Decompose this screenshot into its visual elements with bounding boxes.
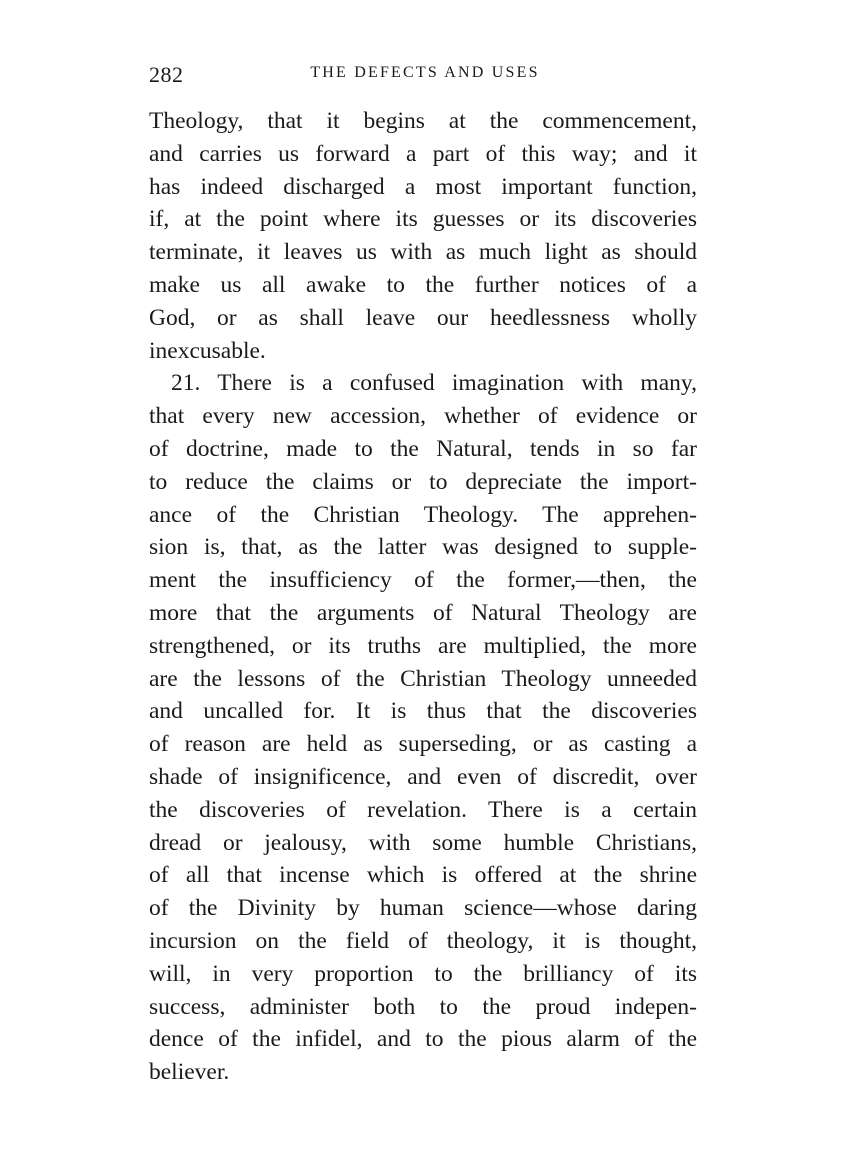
text-line: dence of the infidel, and to the pious alarm of the [149,1026,697,1053]
text-line: and uncalled for. It is thus that the discoveries [149,698,697,725]
text-line: that every new accession, whether of evidence or [149,403,697,430]
text-line: of the Divinity by human science—whose daring [149,895,697,922]
text-line: ance of the Christian Theology. The apprehen- [149,501,697,528]
text-line: ment the insufficiency of the former,—then, the [149,567,697,594]
text-line: and carries us forward a part of this way; and it [149,140,697,167]
text-line: of reason are held as superseding, or as casting a [149,731,697,758]
text-line: shade of insignificence, and even of discredit, over [149,763,697,790]
text-line: will, in very proportion to the brilliancy of its [149,960,697,987]
text-line: terminate, it leaves us with as much light as should [149,239,697,266]
running-head-title: THE DEFECTS AND USES [310,64,540,81]
body-text [149,105,697,1089]
text-line: incursion on the field of theology, it is thought, [149,927,697,954]
text-line: if, at the point where its guesses or its discoveries [149,206,697,233]
text-line: more that the arguments of Natural Theology are [149,599,697,626]
text-line: sion is, that, as the latter was designed to supple- [149,534,697,561]
text-line: are the lessons of the Christian Theology unneeded [149,665,697,692]
text-line: Theology, that it begins at the commencement, [149,108,697,134]
page-number: 282 [149,62,184,87]
text-line: of all that incense which is offered at the shrine [149,862,697,889]
text-line: believer. [149,1059,230,1086]
text-line: inexcusable. [149,337,266,364]
text-line: God, or as shall leave our heedlessness wholly [149,304,697,331]
paragraph-start-line: 21. There is a confused imagination with many, [171,370,697,397]
text-line: strengthened, or its truths are multiplied, the more [149,632,697,659]
running-head [149,62,701,88]
text-line: has indeed discharged a most important function, [149,173,697,200]
text-line: dread or jealousy, with some humble Christians, [149,829,697,856]
text-line: of doctrine, made to the Natural, tends in so far [149,435,697,462]
text-line: to reduce the claims or to depreciate the import- [149,468,697,495]
text-line: make us all awake to the further notices of a [149,271,697,298]
text-line: success, administer both to the proud indepen- [149,993,697,1020]
text-line: the discoveries of revelation. There is a certain [149,796,697,823]
